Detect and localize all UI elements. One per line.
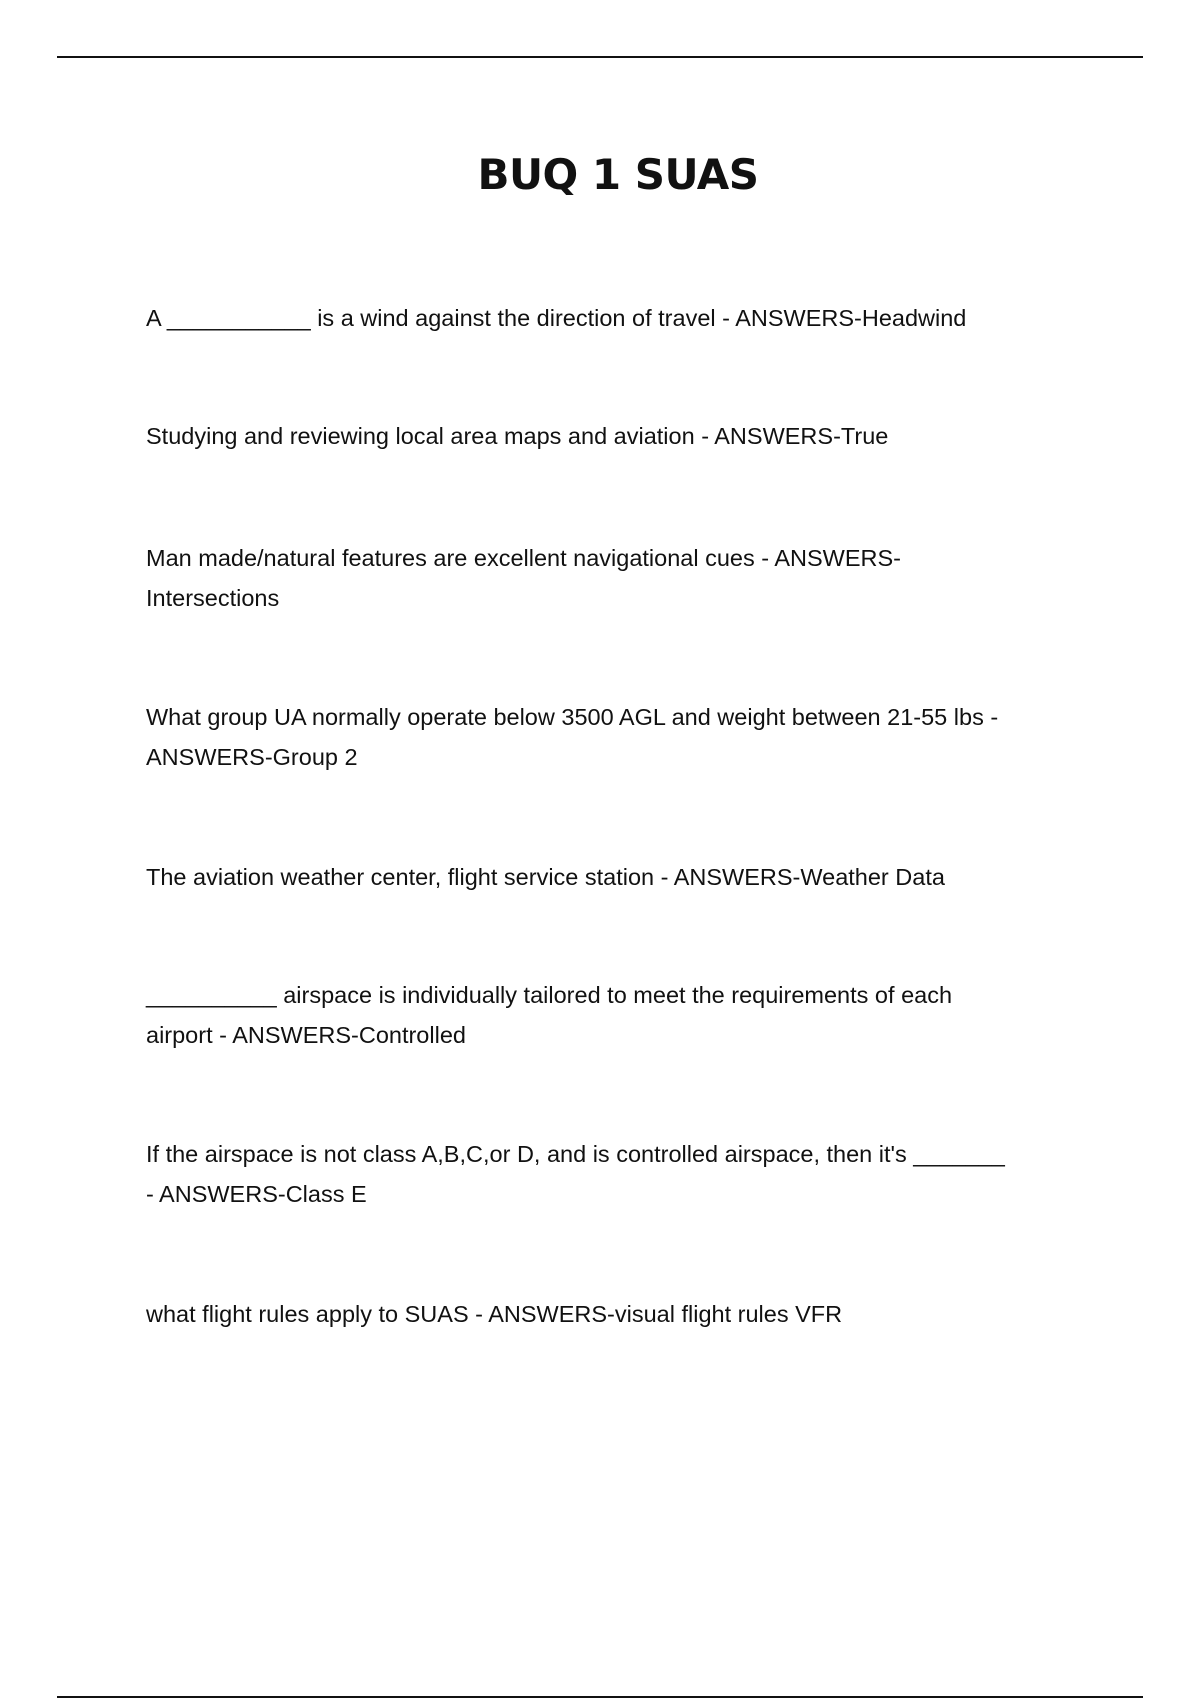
qa-line: What group UA normally operate below 3500 AGL and weight between 21-55 lbs - — [146, 704, 999, 730]
qa-item — [146, 538, 1096, 618]
qa-item — [146, 857, 1096, 897]
qa-item — [146, 975, 1096, 1055]
qa-line: The aviation weather center, flight service station - ANSWERS-Weather Data — [146, 864, 945, 890]
qa-line: A ___________ is a wind against the direction of travel - ANSWERS-Headwind — [146, 305, 967, 331]
qa-line: - ANSWERS-Class E — [146, 1181, 367, 1207]
footer-rule — [57, 1696, 1143, 1698]
qa-item — [146, 416, 1096, 456]
qa-line: airport - ANSWERS-Controlled — [146, 1022, 466, 1048]
qa-line: Intersections — [146, 585, 280, 611]
qa-item — [146, 697, 1096, 777]
page-title: BUQ 1 SUAS — [477, 150, 759, 199]
qa-line: what flight rules apply to SUAS - ANSWERS-visual flight rules VFR — [146, 1301, 843, 1327]
qa-item — [146, 298, 1096, 338]
qa-line: Studying and reviewing local area maps and aviation - ANSWERS-True — [146, 423, 889, 449]
qa-line: Man made/natural features are excellent navigational cues - ANSWERS- — [146, 545, 901, 571]
qa-item — [146, 1134, 1096, 1214]
qa-line: __________ airspace is individually tailored to meet the requirements of each — [146, 982, 953, 1008]
qa-item — [146, 1294, 1096, 1334]
qa-line: If the airspace is not class A,B,C,or D, and is controlled airspace, then it's _______ — [146, 1141, 1005, 1167]
qa-line: ANSWERS-Group 2 — [146, 744, 358, 770]
